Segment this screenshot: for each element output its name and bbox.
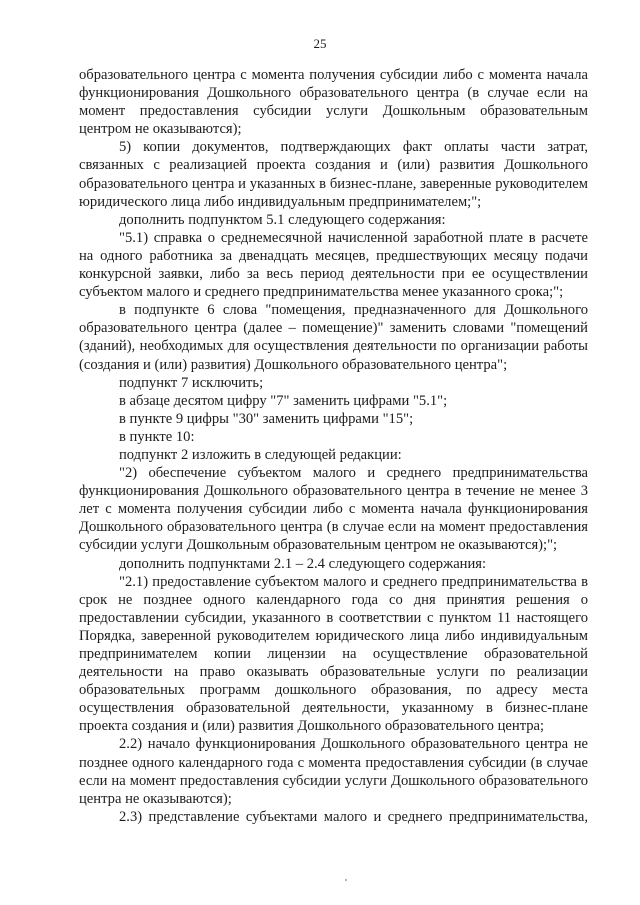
paragraph-2-2: 2.2) начало функционирования Дошкольного образовательного центра не позднее одного календарного года с момента предоставления субсидии (в случае если на момент предоставления субсидии услуги Дошкольного образовательного центра не оказываются); <box>79 736 588 807</box>
paragraph-continuation: образовательного центра с момента получения субсидии либо с момента начала функционирования Дошкольного образовательного центра (в случае если на момент предоставления субсидии услуги Дошкольным образовательным центром не оказываются); <box>79 67 588 138</box>
paragraph-2-1: "2.1) предоставление субъектом малого и среднего предпринимательства в срок не позднее одного календарного года со дня принятия решения о предоставлении субсидии, указанного в соответствии с пунктом 11 настоящего Порядка, заверенной руководителем юридического лица либо индивидуальным предпринимателем копии лицензии на осуществление образовательной деятельности на право оказывать образовательные услуги по реализации образовательных программ дошкольного образования, по адресу места осуществления образовательной деятельности, указанному в бизнес-плане проекта создания и (или) развития Дошкольного образовательного центра; <box>79 573 588 735</box>
paragraph-2-3: 2.3) представление субъектами малого и среднего предпринимательства, <box>119 808 588 825</box>
paragraph-point-10: в пункте 10: <box>119 428 195 445</box>
scan-speck <box>345 879 347 881</box>
document-body <box>79 66 588 826</box>
paragraph-5-1-text: "5.1) справка о среднемесячной начисленной заработной плате в расчете на одного работника за двенадцать месяцев, предшествующих месяцу подачи конкурсной заявки, либо за весь период деятельности при ее осуществлении субъектом малого и среднего предпринимательства менее указанного срока;"; <box>79 229 588 301</box>
paragraph-subitem-6: в подпункте 6 слова "помещения, предназначенного для Дошкольного образовательного центра (далее – помещение)" заменить словами "помещений (зданий), необходимых для осуществления деятельности по организации работы (создания и (или) развития) Дошкольного образовательного центра"; <box>79 302 588 373</box>
paragraph-add-5-1: дополнить подпунктом 5.1 следующего содержания: <box>119 211 446 228</box>
paragraph-subitem-7: подпункт 7 исключить; <box>119 374 264 391</box>
paragraph-subitem-2-text: "2) обеспечение субъектом малого и среднего предпринимательства функционирования Дошкольного образовательного центра в течение не менее 3 лет с момента получения субсидии либо с момента начала функционирования Дошкольного образовательного центра (в случае если на момент предоставления субсидии услуги Дошкольным образовательным центром не оказываются);"; <box>79 465 588 554</box>
paragraph-abzac-10: в абзаце десятом цифру "7" заменить цифрами "5.1"; <box>119 392 448 409</box>
paragraph-add-2-1-2-4: дополнить подпунктами 2.1 – 2.4 следующего содержания: <box>119 555 487 572</box>
paragraph-item-5: 5) копии документов, подтверждающих факт оплаты части затрат, связанных с реализацией проекта создания и (или) развития Дошкольного образовательного центра и указанных в бизнес-плане, заверенные руководителем юридического лица либо индивидуальным предпринимателем;"; <box>79 139 588 210</box>
paragraph-point-9: в пункте 9 цифры "30" заменить цифрами "15"; <box>119 410 414 427</box>
page-number: 25 <box>313 36 327 51</box>
paragraph-subitem-2-heading: подпункт 2 изложить в следующей редакции: <box>119 446 402 463</box>
